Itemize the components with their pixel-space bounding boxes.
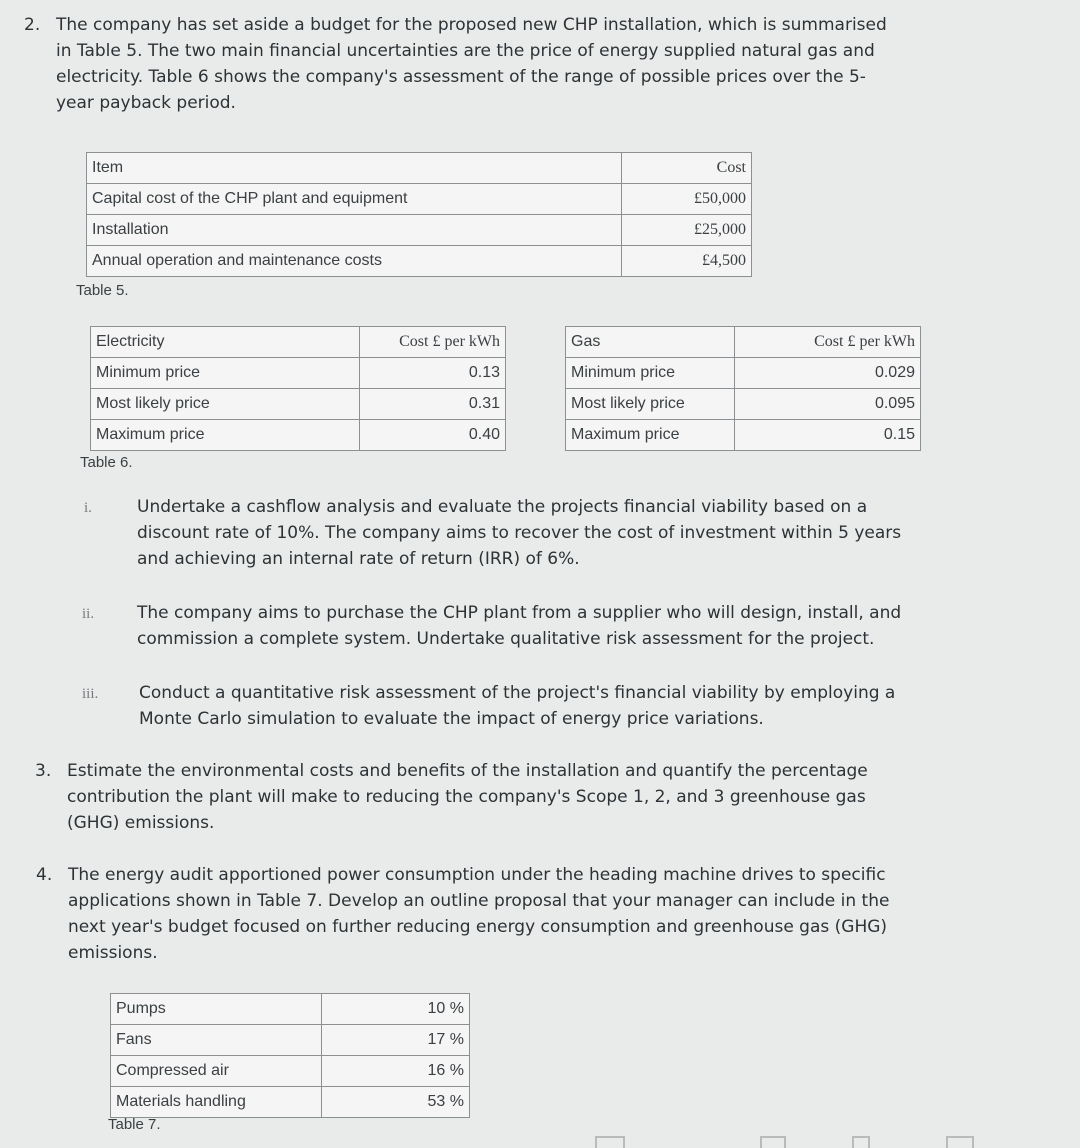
question-3-line: (GHG) emissions. — [67, 813, 215, 833]
subquestion-line: commission a complete system. Undertake qualitative risk assessment for the project. — [137, 629, 875, 649]
gas-label: Maximum price — [566, 420, 735, 451]
subquestion-i-number: i. — [84, 500, 92, 516]
gas-header-cost: Cost £ per kWh — [735, 327, 921, 358]
toolbar-fragment-icon — [595, 1136, 625, 1148]
table-5-cost: £25,000 — [622, 215, 752, 246]
question-2 — [24, 12, 1056, 116]
table-row — [566, 420, 921, 451]
table-7-label: Compressed air — [111, 1056, 322, 1087]
subquestion-line: discount rate of 10%. The company aims to recover the cost of investment within 5 years — [137, 523, 902, 543]
table-row — [91, 327, 506, 358]
table-7-value: 16 % — [322, 1056, 470, 1087]
electricity-value: 0.13 — [360, 358, 506, 389]
table-7-value: 17 % — [322, 1025, 470, 1056]
subquestion-line: and achieving an internal rate of return (IRR) of 6%. — [137, 549, 580, 569]
question-3-line: Estimate the environmental costs and benefits of the installation and quantify the percentage — [67, 761, 868, 781]
table-6-electricity — [90, 326, 506, 451]
electricity-label: Minimum price — [91, 358, 360, 389]
table-7 — [110, 993, 470, 1118]
subquestion-line: The company aims to purchase the CHP plant from a supplier who will design, install, and — [137, 603, 902, 623]
question-2-line: year payback period. — [56, 93, 236, 113]
gas-value: 0.15 — [735, 420, 921, 451]
question-2-line: in Table 5. The two main financial uncertainties are the price of energy supplied natural gas and — [56, 41, 875, 61]
table-row — [111, 1056, 470, 1087]
subquestion-ii-number: ii. — [82, 606, 95, 622]
question-2-line: electricity. Table 6 shows the company's assessment of the range of possible prices over the 5- — [56, 67, 866, 87]
electricity-header-cost: Cost £ per kWh — [360, 327, 506, 358]
table-row — [111, 1025, 470, 1056]
gas-label: Minimum price — [566, 358, 735, 389]
toolbar-fragment-icon — [760, 1136, 786, 1148]
table-row — [566, 327, 921, 358]
table-5-cost: £50,000 — [622, 184, 752, 215]
table-5-item: Annual operation and maintenance costs — [87, 246, 622, 277]
question-2-number: 2. — [24, 15, 41, 35]
table-row — [91, 389, 506, 420]
subquestion-line: Undertake a cashflow analysis and evaluate the projects financial viability based on a — [137, 497, 868, 517]
toolbar-fragment-icon — [852, 1136, 870, 1148]
subquestion-iii-number: iii. — [82, 686, 99, 702]
table-7-label: Materials handling — [111, 1087, 322, 1118]
electricity-header-label: Electricity — [91, 327, 360, 358]
table-6-caption: Table 6. — [80, 454, 133, 471]
table-row — [566, 389, 921, 420]
table-5 — [86, 152, 752, 277]
table-row — [87, 184, 752, 215]
table-5-item: Installation — [87, 215, 622, 246]
table-row — [87, 153, 752, 184]
table-7-caption: Table 7. — [108, 1116, 161, 1133]
table-row — [87, 215, 752, 246]
table-row — [111, 994, 470, 1025]
table-7-value: 10 % — [322, 994, 470, 1025]
table-6-gas — [565, 326, 921, 451]
subquestion-iii — [139, 680, 1059, 732]
question-4-number: 4. — [36, 865, 53, 885]
electricity-label: Most likely price — [91, 389, 360, 420]
subquestion-line: Conduct a quantitative risk assessment of the project's financial viability by employing a — [139, 683, 896, 703]
gas-value: 0.095 — [735, 389, 921, 420]
question-2-line: The company has set aside a budget for the proposed new CHP installation, which is summarised — [56, 15, 887, 35]
subquestion-i — [137, 494, 1057, 572]
electricity-value: 0.31 — [360, 389, 506, 420]
table-7-label: Fans — [111, 1025, 322, 1056]
table-5-header-cost: Cost — [622, 153, 752, 184]
table-5-cost: £4,500 — [622, 246, 752, 277]
question-4-line: emissions. — [68, 943, 158, 963]
electricity-value: 0.40 — [360, 420, 506, 451]
question-3-number: 3. — [35, 761, 52, 781]
table-row — [87, 246, 752, 277]
question-4-line: applications shown in Table 7. Develop an outline proposal that your manager can include in the — [68, 891, 890, 911]
question-3-line: contribution the plant will make to reducing the company's Scope 1, 2, and 3 greenhouse gas — [67, 787, 866, 807]
table-row — [111, 1087, 470, 1118]
table-7-label: Pumps — [111, 994, 322, 1025]
question-4-line: next year's budget focused on further reducing energy consumption and greenhouse gas (GHG) — [68, 917, 888, 937]
subquestion-ii — [137, 600, 1057, 652]
table-row — [91, 420, 506, 451]
gas-header-label: Gas — [566, 327, 735, 358]
question-4 — [36, 862, 1058, 966]
table-5-caption: Table 5. — [76, 282, 129, 299]
gas-value: 0.029 — [735, 358, 921, 389]
table-5-header-item: Item — [87, 153, 622, 184]
table-row — [91, 358, 506, 389]
table-row — [566, 358, 921, 389]
question-4-line: The energy audit apportioned power consumption under the heading machine drives to specific — [68, 865, 886, 885]
table-7-value: 53 % — [322, 1087, 470, 1118]
subquestion-line: Monte Carlo simulation to evaluate the impact of energy price variations. — [139, 709, 764, 729]
electricity-label: Maximum price — [91, 420, 360, 451]
gas-label: Most likely price — [566, 389, 735, 420]
toolbar-fragment-icon — [946, 1136, 974, 1148]
question-3 — [35, 758, 1057, 836]
table-5-item: Capital cost of the CHP plant and equipment — [87, 184, 622, 215]
